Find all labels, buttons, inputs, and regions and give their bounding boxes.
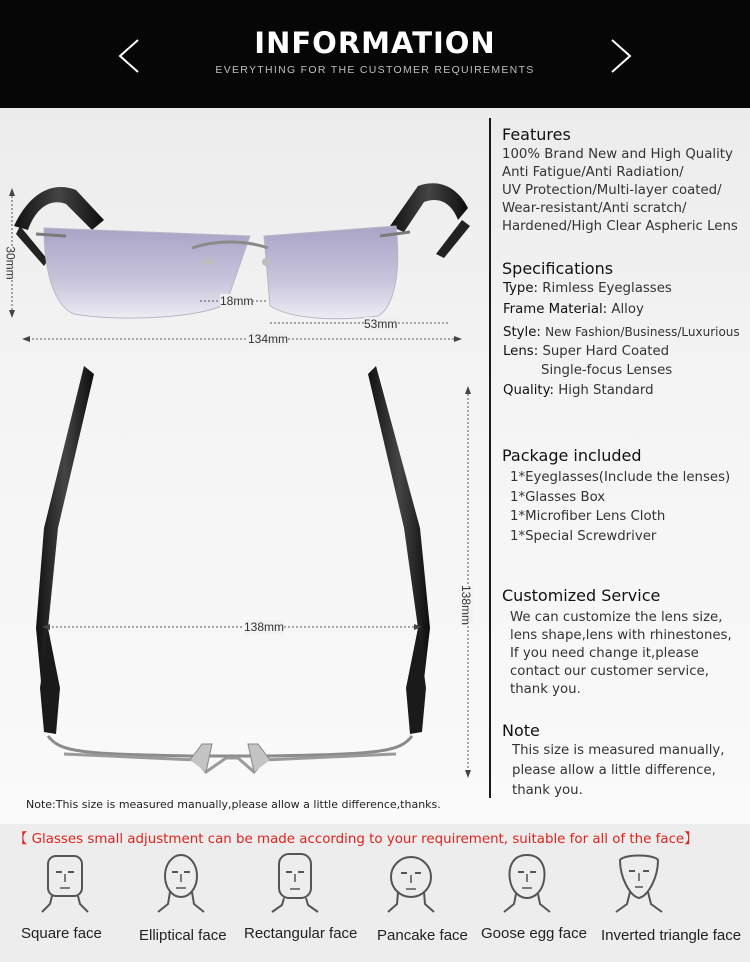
spec-lens-value-1: Super Hard Coated	[542, 344, 670, 359]
spec-type-label: Type:	[503, 281, 539, 296]
package-item: 1*Microfiber Lens Cloth	[510, 509, 666, 524]
page-title: INFORMATION	[254, 26, 496, 60]
face-label-goose-egg: Goose egg face	[481, 925, 587, 942]
service-line: thank you.	[510, 682, 581, 697]
package-item: 1*Special Screwdriver	[510, 529, 657, 544]
face-label-elliptical: Elliptical face	[139, 927, 227, 944]
dimension-bridge-label: 18mm	[220, 294, 254, 308]
features-line: 100% Brand New and High Quality	[502, 147, 733, 162]
spec-frame-value: Alloy	[611, 302, 644, 317]
specifications-title: Specifications	[502, 259, 614, 278]
spec-type	[503, 280, 672, 298]
features-line: Hardened/High Clear Aspheric Lens	[502, 219, 738, 234]
face-label-rectangular: Rectangular face	[244, 925, 358, 942]
header-banner	[0, 0, 750, 108]
adjustment-banner: 【 Glasses small adjustment can be made according to your requirement, suitable for all of the face】	[14, 832, 698, 847]
note-line: please allow a little difference,	[512, 763, 716, 778]
spec-frame-label: Frame Material:	[503, 302, 608, 317]
service-line: We can customize the lens size,	[510, 610, 723, 625]
package-item: 1*Eyeglasses(Include the lenses)	[510, 470, 731, 485]
service-line: contact our customer service,	[510, 664, 709, 679]
features-line: UV Protection/Multi-layer coated/	[502, 183, 722, 198]
face-label-inverted-triangle: Inverted triangle face	[601, 927, 742, 944]
spec-lens	[503, 343, 669, 361]
service-line: If you need change it,please	[510, 646, 699, 661]
chevron-right-icon[interactable]	[606, 38, 636, 74]
note-title: Note	[502, 721, 540, 740]
dimension-lens-label: 53mm	[364, 317, 398, 331]
note-line: This size is measured manually,	[512, 743, 725, 758]
dimension-height-label: 30mm	[3, 246, 18, 280]
spec-style-value: New Fashion/Business/Luxurious	[545, 325, 740, 339]
spec-style	[503, 323, 740, 342]
features-line: Anti Fatigue/Anti Radiation/	[502, 165, 684, 180]
spec-lens-value-2: Single-focus Lenses	[541, 363, 673, 378]
spec-type-value: Rimless Eyeglasses	[542, 281, 672, 296]
package-title: Package included	[502, 446, 642, 465]
spec-quality	[503, 382, 654, 400]
square-face-icon	[40, 852, 90, 916]
dimension-total-width-label: 134mm	[248, 332, 289, 346]
note-line: thank you.	[512, 783, 583, 798]
features-title: Features	[502, 125, 571, 144]
package-item: 1*Glasses Box	[510, 490, 606, 505]
features-line: Wear-resistant/Anti scratch/	[502, 201, 687, 216]
spec-frame	[503, 301, 644, 319]
service-title: Customized Service	[502, 586, 661, 605]
elliptical-face-icon	[156, 852, 206, 916]
spec-quality-value: High Standard	[558, 383, 654, 398]
face-label-square: Square face	[21, 925, 102, 942]
rectangular-face-icon	[270, 852, 320, 916]
goose-egg-face-icon	[502, 852, 552, 916]
spec-style-label: Style:	[503, 325, 541, 340]
dimension-temple-width-label: 138mm	[244, 620, 285, 634]
pancake-face-icon	[386, 852, 436, 916]
service-line: lens shape,lens with rhinestones,	[510, 628, 732, 643]
page-subtitle: EVERYTHING FOR THE CUSTOMER REQUIREMENTS	[215, 64, 535, 76]
vertical-divider	[489, 118, 491, 798]
spec-lens-label: Lens:	[503, 344, 539, 359]
inverted-triangle-face-icon	[614, 852, 664, 916]
face-label-pancake: Pancake face	[377, 927, 468, 944]
dimension-temple-length-label: 138mm	[459, 584, 474, 626]
spec-quality-label: Quality:	[503, 383, 555, 398]
eyeglasses-photo	[0, 108, 489, 824]
measurement-note: Note:This size is measured manually,please allow a little difference,thanks.	[26, 798, 441, 811]
